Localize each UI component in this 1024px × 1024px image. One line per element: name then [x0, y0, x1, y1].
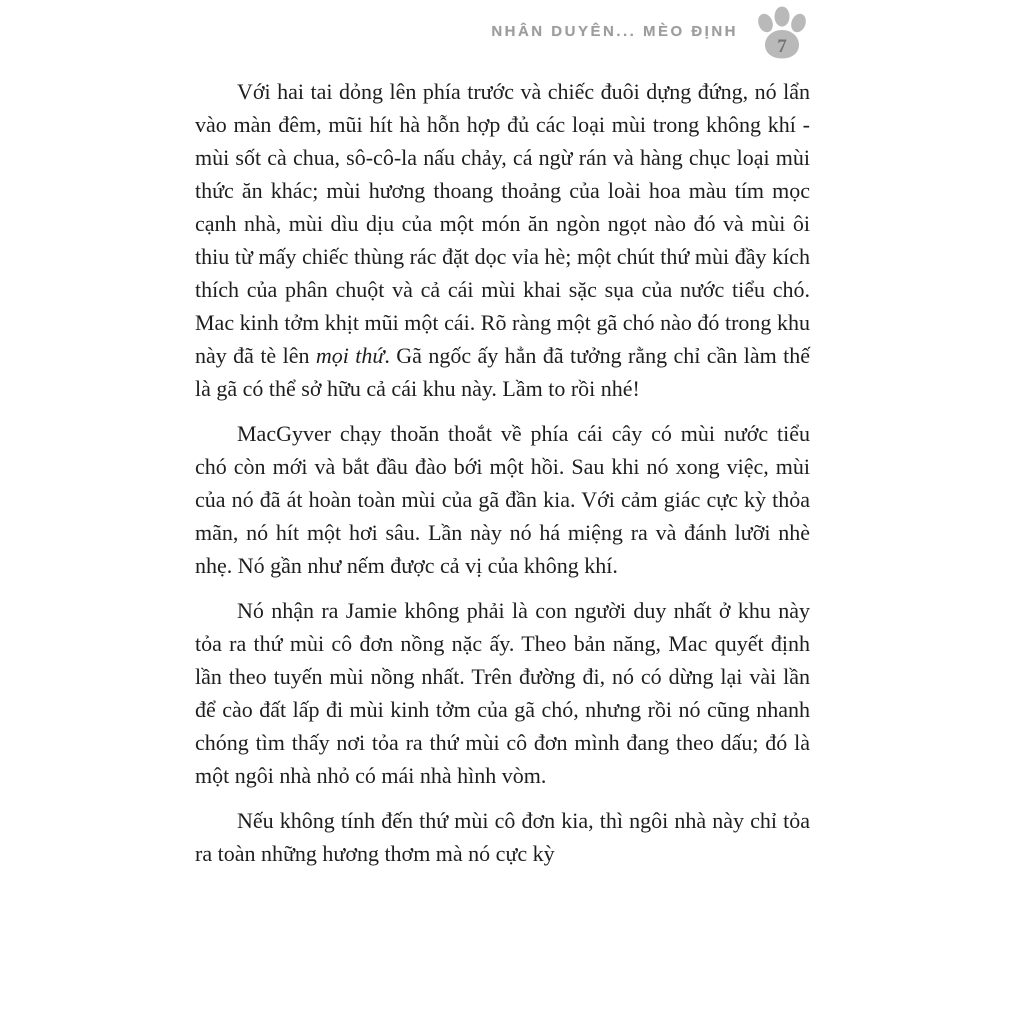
paragraph-text: Với hai tai dỏng lên phía trước và chiếc đuôi dựng đứng, nó lẩn vào màn đêm, mũi hít hà hỗn hợp đủ các loại mùi trong không khí - mùi sốt cà chua, sô-cô-la nấu chảy, cá ngừ rán và hàng chục loại mùi thức ăn khác; mùi hương thoang thoảng của loài hoa màu tím mọc cạnh nhà, mùi dìu dịu của một món ăn ngòn ngọt nào đó và mùi ôi thiu từ mấy chiếc thùng rác đặt dọc vỉa hè; một chút thứ mùi đầy kích thích của phân chuột và cả cái mùi khai sặc sụa của nước tiểu chó. Mac kinh tởm khịt mũi một cái. Rõ ràng một gã chó nào đó trong khu này đã tè lên	[195, 79, 810, 368]
paragraph	[195, 75, 810, 405]
paragraph-text: . Gã ngốc ấy hẳn đã tưởng rằng chỉ cần làm thế là gã có thể sở hữu cả cái khu này. Lầm to rồi nhé!	[195, 343, 810, 401]
paragraph-text: MacGyver chạy thoăn thoắt về phía cái cây có mùi nước tiểu chó còn mới và bắt đầu đào bới một hồi. Sau khi nó xong việc, mùi của nó đã át hoàn toàn mùi của gã đần kia. Với cảm giác cực kỳ thỏa mãn, nó hít một hơi sâu. Lần này nó há miệng ra và đánh lưỡi nhè nhẹ. Nó gần như nếm được cả vị của không khí.	[195, 421, 810, 578]
paw-icon	[754, 5, 810, 61]
paragraph	[195, 804, 810, 870]
page-body	[195, 75, 810, 870]
page-number: 7	[777, 36, 787, 57]
paragraph-text-italic: mọi thứ	[315, 343, 385, 368]
paragraph-text: Nó nhận ra Jamie không phải là con người duy nhất ở khu này tỏa ra thứ mùi cô đơn nồng nặc ấy. Theo bản năng, Mac quyết định lần theo tuyến mùi nồng nhất. Trên đường đi, nó có dừng lại vài lần để cào đất lấp đi mùi kinh tởm của gã chó, nhưng rồi nó cũng nhanh chóng tìm thấy nơi tỏa ra thứ mùi cô đơn mình đang theo dấu; đó là một ngôi nhà nhỏ có mái nhà hình vòm.	[195, 598, 810, 788]
page-header	[195, 0, 810, 64]
page-content-column	[195, 0, 810, 870]
paragraph	[195, 594, 810, 792]
running-header-title: NHÂN DUYÊN... MÈO ĐỊNH	[491, 22, 738, 40]
paragraph	[195, 417, 810, 582]
paragraph-text: Nếu không tính đến thứ mùi cô đơn kia, thì ngôi nhà này chỉ tỏa ra toàn những hương thơm mà nó cực kỳ	[195, 808, 810, 866]
